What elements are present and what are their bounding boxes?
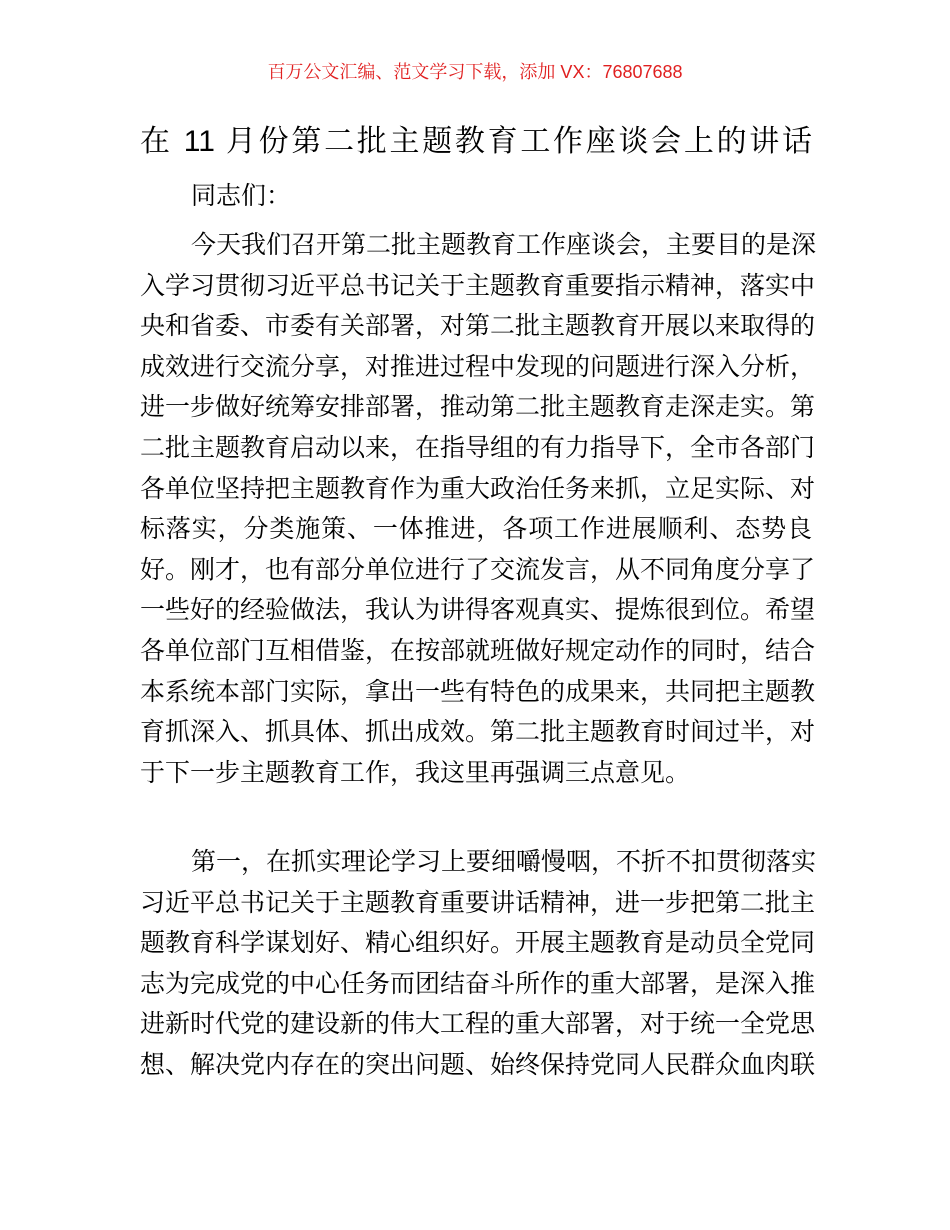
- text-line: 想、解决党内存在的突出问题、始终保持党同人民群众血肉联: [140, 1050, 816, 1079]
- text-line: 好。刚才，也有部分单位进行了交流发言，从不同角度分享了: [140, 555, 816, 584]
- text-line: 题教育科学谋划好、精心组织好。开展主题教育是动员全党同: [140, 929, 816, 958]
- text-line: 进一步做好统筹安排部署，推动第二批主题教育走深走实。第: [140, 393, 816, 422]
- text-line: 习近平总书记关于主题教育重要讲话精神，进一步把第二批主: [140, 888, 816, 917]
- text-line: 二批主题教育启动以来，在指导组的有力指导下，全市各部门: [140, 433, 816, 462]
- watermark-header-note: 百万公文汇编、范文学习下载，添加 VX：76807688: [267, 62, 683, 82]
- text-line: 于下一步主题教育工作，我这里再强调三点意见。: [140, 758, 691, 787]
- text-line: 育抓深入、抓具体、抓出成效。第二批主题教育时间过半，对: [140, 718, 816, 747]
- text-line: 标落实，分类施策、一体推进，各项工作进展顺利、态势良: [140, 515, 812, 544]
- text-line: 一些好的经验做法，我认为讲得客观真实、提炼很到位。希望: [140, 596, 816, 625]
- text-line: 入学习贯彻习近平总书记关于主题教育重要指示精神，落实中: [140, 271, 816, 300]
- paragraph-1: [140, 225, 817, 793]
- text-line: 成效进行交流分享，对推进过程中发现的问题进行深入分析，: [140, 352, 816, 381]
- text-line: 第一，在抓实理论学习上要细嚼慢咽，不折不扣贯彻落实: [191, 848, 817, 876]
- text-line: 各单位坚持把主题教育作为重大政治任务来抓，立足实际、对: [140, 474, 816, 503]
- text-line: 央和省委、市委有关部署，对第二批主题教育开展以来取得的: [140, 312, 816, 341]
- text-line: 本系统本部门实际，拿出一些有特色的成果来，共同把主题教: [140, 677, 816, 706]
- document-title: 在 11 月份第二批主题教育工作座谈会上的讲话: [140, 125, 812, 158]
- greeting: 同志们：: [191, 182, 292, 210]
- text-line: 各单位部门互相借鉴，在按部就班做好规定动作的同时，结合: [140, 636, 816, 665]
- paragraph-2: [140, 842, 817, 1086]
- text-line: 进新时代党的建设新的伟大工程的重大部署，对于统一全党思: [140, 1010, 816, 1039]
- text-line: 志为完成党的中心任务而团结奋斗所作的重大部署，是深入推: [140, 969, 816, 998]
- text-line: 今天我们召开第二批主题教育工作座谈会，主要目的是深: [191, 231, 817, 259]
